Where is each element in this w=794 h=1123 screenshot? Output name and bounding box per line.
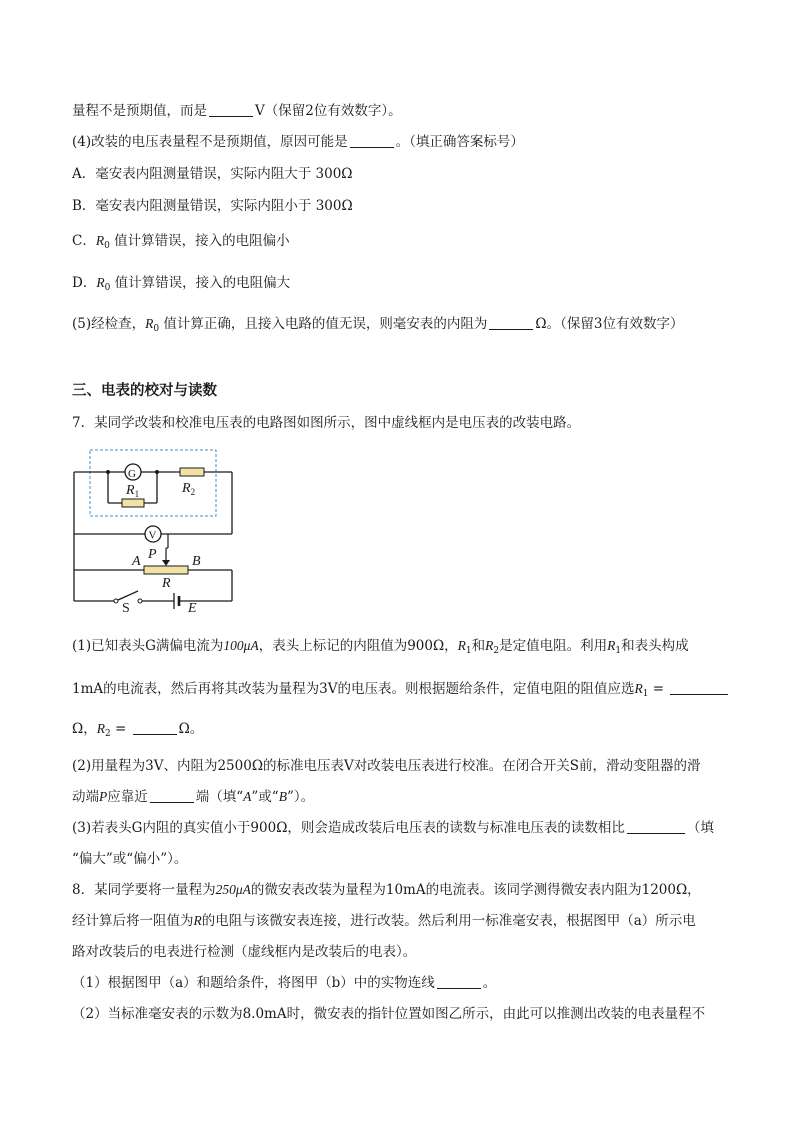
question-8-line3: 路对改装后的电表进行检测（虚线框内是改装后的电表）。	[72, 944, 417, 960]
switch-s	[118, 591, 138, 600]
text-line: (4)改装的电压表量程不是预期值，原因可能是 。（填正确答案标号）	[72, 134, 524, 150]
question-8-part1: （1）根据图甲（a）和题给条件，将图甲（b）中的实物连线 。	[72, 975, 497, 991]
answer-blank[interactable]	[489, 315, 533, 330]
label-a: A	[132, 554, 141, 569]
circuit-diagram	[68, 444, 238, 612]
r2-label: $R_2$	[182, 481, 196, 497]
label-r: R	[162, 576, 171, 591]
q7-part2-line2: 动端P应靠近 端（填“A”或“B”）。	[72, 789, 315, 805]
answer-blank[interactable]	[350, 133, 394, 148]
label-p: P	[148, 547, 157, 562]
option-c: C．$R_0$ 值计算错误，接入的电阻偏小	[72, 233, 290, 251]
section-title: 三、电表的校对与读数	[72, 382, 217, 399]
resistor-r1	[122, 499, 144, 507]
q7-part1-line2: 1mA的电流表，然后再将其改装为量程为3V的电压表。则根据题给条件，定值电阻的阻值应选$R_1$ =	[72, 679, 730, 704]
answer-blank[interactable]	[437, 974, 481, 989]
label-e: E	[188, 601, 197, 612]
q7-part2-line1: (2)用量程为3V、内阻为2500Ω的标准电压表V对改装电压表进行校准。在闭合开关S前，滑动变阻器的滑	[72, 758, 701, 774]
answer-blank[interactable]	[627, 819, 685, 834]
voltmeter-label: V	[148, 529, 157, 542]
answer-blank[interactable]	[209, 102, 253, 117]
option-d: D．$R_0$ 值计算错误，接入的电阻偏大	[72, 275, 291, 293]
galvanometer-label: G	[128, 468, 136, 480]
question-8-line1: 8．某同学要将一量程为250μA的微安表改装为量程为10mA的电流表。该同学测得微安表内阻为1200Ω，	[72, 882, 701, 898]
text-line: 量程不是预期值，而是 V（保留2位有效数字）。	[72, 103, 402, 119]
question-8-part2: （2）当标准毫安表的示数为8.0mA时，微安表的指针位置如图乙所示，由此可以推测出改装的电表量程不	[72, 1006, 706, 1022]
option-b: B．毫安表内阻测量错误，实际内阻小于 300Ω	[72, 198, 353, 214]
resistor-r2	[180, 468, 204, 476]
answer-blank[interactable]	[150, 788, 194, 803]
question-7-intro: 7．某同学改装和校准电压表的电路图如图所示，图中虚线框内是电压表的改装电路。	[72, 415, 581, 431]
q7-part3-line2: “偏大”或“偏小”）。	[72, 851, 188, 867]
q7-part1-line3: Ω，$R_2 = \Omega$。	[72, 721, 204, 739]
text-line: (5)经检查，$R_0$ 值计算正确，且接入电路的值无误，则毫安表的内阻为 Ω。（保留3位有效数字）	[72, 316, 684, 334]
question-8-line2: 经计算后将一阻值为R的电阻与该微安表连接，进行改装。然后利用一标准毫安表，根据图甲（a）所示电	[72, 913, 696, 929]
answer-blank[interactable]	[133, 720, 177, 735]
q7-part1-line1: (1)已知表头G满偏电流为100μA，表头上标记的内阻值为900Ω，$R_1$和$R_2$是定值电阻。利用$R_1$和表头构成	[72, 638, 689, 656]
option-a: A．毫安表内阻测量错误，实际内阻大于 300Ω	[72, 166, 353, 182]
label-b: B	[192, 554, 201, 569]
r1-label: $R_1$	[126, 483, 140, 499]
q7-part3-line1: (3)若表头G内阻的真实值小于900Ω，则会造成改装后电压表的读数与标准电压表的读数相比 （填	[72, 820, 714, 836]
rheostat-r	[144, 566, 188, 574]
answer-blank[interactable]	[670, 680, 728, 695]
label-s: S	[122, 601, 130, 612]
